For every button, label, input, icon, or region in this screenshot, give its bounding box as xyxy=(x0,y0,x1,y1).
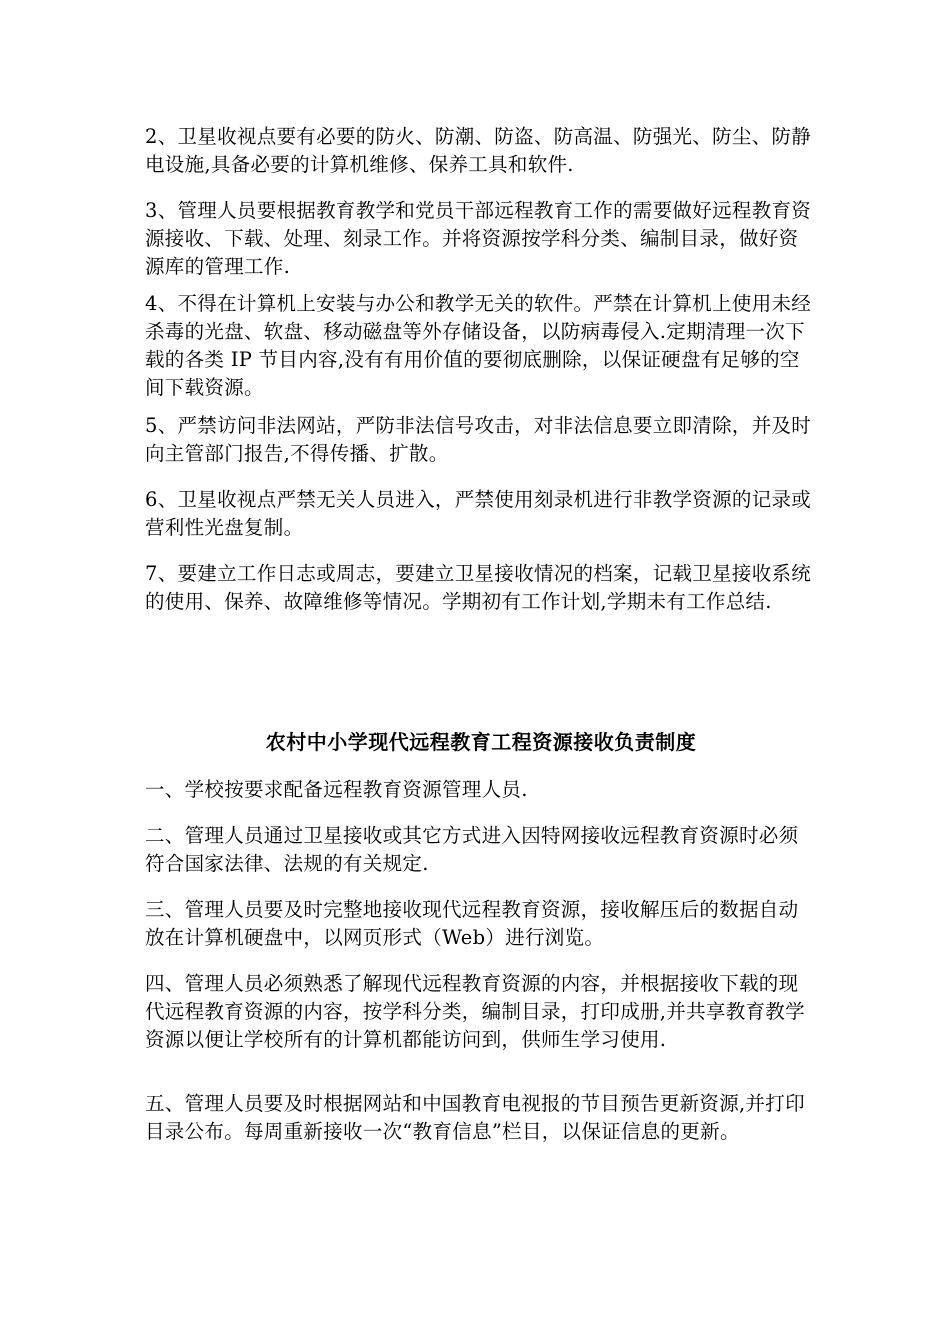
section-item-1: 一、学校按要求配备远程教育资源管理人员. xyxy=(145,778,528,801)
section-title: 农村中小学现代远程教育工程资源接收负责制度 xyxy=(265,730,697,754)
section-item-3: 三、管理人员要及时完整地接收现代远程教育资源，接收解压后的数据自动放在计算机硬盘中，以网页形式（Web）进行浏览。 xyxy=(145,898,799,949)
rule-paragraph-2: 2、卫星收视点要有必要的防火、防潮、防盗、防高温、防强光、防尘、防静电设施,具备必要的计算机维修、保养工具和软件. xyxy=(145,125,812,176)
section-item-4: 四、管理人员必须熟悉了解现代远程教育资源的内容，并根据接收下载的现代远程教育资源的内容，按学科分类，编制目录，打印成册,并共享教育教学资源以便让学校所有的计算机都能访问到，供师生学习使用. xyxy=(145,972,805,1051)
rule-paragraph-7: 7、要建立工作日志或周志，要建立卫星接收情况的档案，记载卫星接收系统的使用、保养、故障维修等情况。学期初有工作计划,学期未有工作总结. xyxy=(145,562,812,613)
rule-paragraph-4: 4、不得在计算机上安装与办公和教学无关的软件。严禁在计算机上使用未经杀毒的光盘、软盘、移动磁盘等外存储设备，以防病毒侵入.定期清理一次下载的各类 IP 节目内容,没有有用价值的要彻底删除，以保证硬盘有足够的空间下载资源。 xyxy=(145,292,812,399)
section-item-5: 五、管理人员要及时根据网站和中国教育电视报的节目预告更新资源,并打印目录公布。每周重新接收一次“教育信息”栏目，以保证信息的更新。 xyxy=(145,1092,805,1143)
rule-paragraph-3: 3、管理人员要根据教育教学和党员干部远程教育工作的需要做好远程教育资源接收、下载、处理、刻录工作。并将资源按学科分类、编制目录，做好资源库的管理工作. xyxy=(145,199,812,278)
rule-paragraph-5: 5、严禁访问非法网站，严防非法信号攻击，对非法信息要立即清除，并及时向主管部门报告,不得传播、扩散。 xyxy=(145,414,812,465)
rule-paragraph-6: 6、卫星收视点严禁无关人员进入，严禁使用刻录机进行非教学资源的记录或营利性光盘复制。 xyxy=(145,488,812,539)
section-item-2: 二、管理人员通过卫星接收或其它方式进入因特网接收远程教育资源时必须符合国家法律、法规的有关规定. xyxy=(145,824,799,875)
